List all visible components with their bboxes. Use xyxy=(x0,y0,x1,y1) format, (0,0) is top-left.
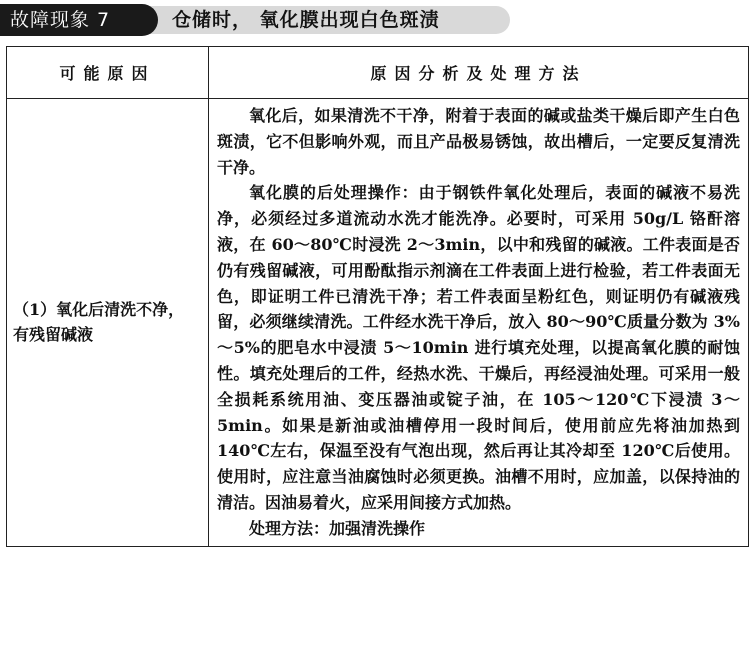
analysis-paragraph: 氧化膜的后处理操作：由于钢铁件氧化处理后，表面的碱液不易洗净，必须经过多道流动水洗才能洗净。必要时，可采用 50g/L 铬酐溶液，在 60～80℃时浸洗 2～3min，以中和残留的碱液。工件表面是否仍有残留碱液，可用酚酞指示剂滴在工件表面上进行检验，若工件表面无色，即证明工件已清洗干净；若工件表面呈粉红色，则证明仍有碱液残留，必须继续清洗。工件经水洗干净后，放入 80～90℃质量分数为 3%～5%的肥皂水中浸渍 5～10min 进行填充处理，以提高氧化膜的耐蚀性。填充处理后的工件，经热水洗、干燥后，再经浸油处理。可采用一般全损耗系统用油、变压器油或锭子油，在 105～120℃下浸渍 3～5min。如果是新油或油槽停用一段时间后，使用前应先将油加热到 140℃左右，保温至没有气泡出现，然后再让其冷却至 120℃后使用。使用时，应注意当油腐蚀时必须更换。油槽不用时，应加盖，以保持油的清洁。因油易着火，应采用间接方式加热。 xyxy=(217,183,740,512)
column-header-cause: 可能原因 xyxy=(7,47,209,99)
analysis-paragraph: 氧化后，如果清洗不干净，附着于表面的碱或盐类干燥后即产生白色斑渍，它不但影响外观，而且产品极易锈蚀，故出槽后，一定要反复清洗干净。 xyxy=(217,106,740,177)
fault-tag: 故障现象 7 xyxy=(0,4,158,36)
fault-title: 仓储时， 氧化膜出现白色斑渍 xyxy=(172,9,440,31)
column-header-analysis: 原因分析及处理方法 xyxy=(209,47,749,99)
fault-table xyxy=(6,46,749,547)
table-row xyxy=(7,99,749,547)
table-header-row xyxy=(7,47,749,99)
fault-header xyxy=(0,4,754,36)
treatment-method: 处理方法：加强清洗操作 xyxy=(249,518,426,538)
cause-cell: （1）氧化后清洗不净，有残留碱液 xyxy=(7,99,209,547)
analysis-cell xyxy=(209,99,749,547)
